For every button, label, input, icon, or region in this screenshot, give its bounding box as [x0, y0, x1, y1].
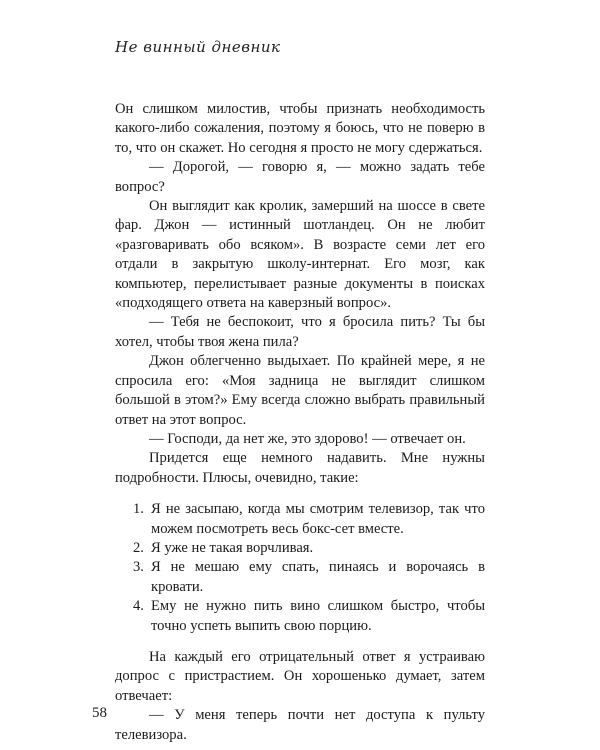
paragraph-8: На каждый его отрицательный ответ я устраиваю допрос с пристрастием. Он хорошенько думает, затем отвечает:: [115, 648, 485, 704]
running-head: Не винный дневник: [115, 38, 281, 56]
list-item: [115, 597, 485, 636]
list-item-text: Ему не нужно пить вино слишком быстро, чтобы точно успеть выпить свою порцию.: [151, 598, 485, 634]
paragraph-3: Он выглядит как кролик, замерший на шоссе в свете фар. Джон — истинный шотландец. Он не любит «разговаривать обо всяком». В возрасте семи лет его отдали в закрытую школу-интернат. Его мозг, как компьютер, перелистывает разные документы в поисках «подходящего ответа на каверзный вопрос».: [115, 198, 485, 312]
paragraph-7: Придется еще немного надавить. Мне нужны подробности. Плюсы, очевидно, такие:: [115, 450, 485, 486]
body-text: [115, 100, 485, 745]
numbered-list: [115, 500, 485, 636]
list-item-number: 1.: [133, 501, 144, 518]
list-item-number: 4.: [133, 598, 144, 615]
list-item-text: Я уже не такая ворчливая.: [151, 539, 314, 556]
list-item-text: Я не засыпаю, когда мы смотрим телевизор, так что можем посмотреть весь бокс-сет вместе.: [151, 501, 485, 537]
paragraph-2: — Дорогой, — говорю я, — можно задать тебе вопрос?: [115, 159, 485, 195]
list-item: [115, 558, 485, 597]
list-item-number: 2.: [133, 539, 144, 556]
list-item: [115, 539, 485, 558]
paragraph-9: — У меня теперь почти нет доступа к пульту телевизора.: [115, 707, 485, 743]
list-item: [115, 500, 485, 539]
paragraph-5: Джон облегченно выдыхает. По крайней мере, я не спросила его: «Моя задница не выглядит слишком большой в этом?» Ему всегда сложно выбрать правильный ответ на этот вопрос.: [115, 353, 485, 428]
paragraph-1: Он слишком милостив, чтобы признать необходимость какого-либо сожаления, поэтому я боюсь, что не поверю в то, что он скажет. Но сегодня я просто не могу сдержаться.: [115, 101, 485, 156]
page-number: 58: [92, 705, 107, 721]
paragraph-4: — Тебя не беспокоит, что я бросила пить? Ты бы хотел, чтобы твоя жена пила?: [115, 314, 485, 350]
list-item-number: 3.: [133, 559, 144, 576]
list-item-text: Я не мешаю ему спать, пинаясь и ворочаясь в кровати.: [151, 559, 485, 595]
paragraph-6: — Господи, да нет же, это здорово! — отвечает он.: [149, 430, 466, 447]
